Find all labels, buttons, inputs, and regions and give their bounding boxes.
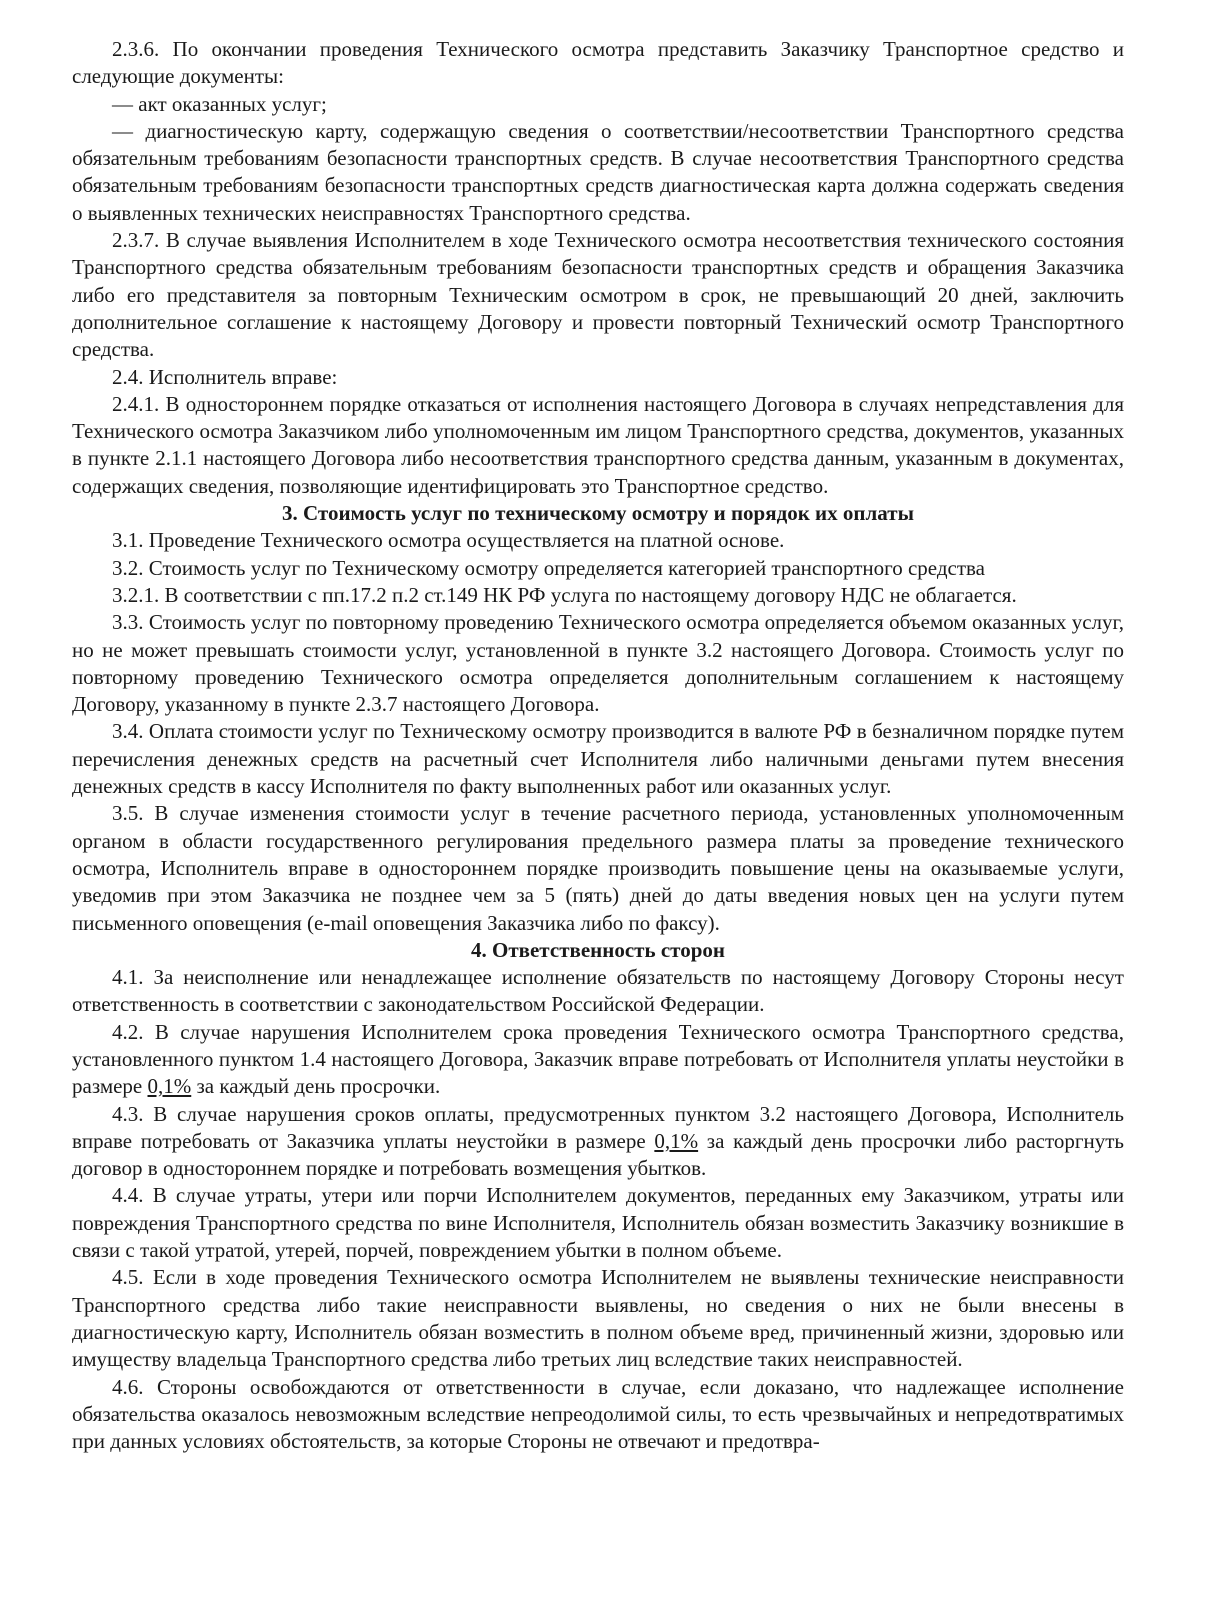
section-heading-4: 4. Ответственность сторон bbox=[470, 937, 725, 962]
paragraph-2-4-1: 2.4.1. В одностороннем порядке отказаться от исполнения настоящего Договора в случаях непредставления для Технического осмотра Заказчиком либо уполномоченным им лицом Транспортного средства, документов, указанных в пункте 2.1.1 настоящего Договора либо несоответствия транспортного средства данным, указанным в документах, содержащих сведения, позволяющие идентифицировать это Транспортное средство. bbox=[72, 391, 1124, 498]
penalty-rate-4-3: 0,1% bbox=[654, 1128, 699, 1153]
document-page bbox=[72, 36, 1124, 1455]
paragraph-4-6: 4.6. Стороны освобождаются от ответственности в случае, если доказано, что надлежащее исполнение обязательства оказалось невозможным вследствие непреодолимой силы, то есть чрезвычайных и непредотвратимых при данных условиях обстоятельств, за которые Стороны не отвечают и предотвра- bbox=[72, 1374, 1124, 1454]
paragraph-4-2 bbox=[72, 1019, 1124, 1101]
paragraph-4-2-tail: за каждый день просрочки. bbox=[196, 1074, 441, 1099]
paragraph-3-2-1: 3.2.1. В соответствии с пп.17.2 п.2 ст.149 НК РФ услуга по настоящему договору НДС не облагается. bbox=[112, 582, 1017, 607]
paragraph-4-1: 4.1. За неисполнение или ненадлежащее исполнение обязательств по настоящему Договору Стороны несут ответственность в соответствии с законодательством Российской Федерации. bbox=[72, 965, 1124, 1017]
paragraph-2-4: 2.4. Исполнитель вправе: bbox=[112, 364, 338, 389]
paragraph-act: — акт оказанных услуг; bbox=[112, 91, 327, 116]
paragraph-3-4: 3.4. Оплата стоимости услуг по Техническому осмотру производится в валюте РФ в безналичном порядке путем перечисления денежных средств на расчетный счет Исполнителя либо наличными деньгами путем внесения денежных средств в кассу Исполнителя по факту выполненных работ или оказанных услуг. bbox=[72, 719, 1124, 799]
paragraph-4-2-text: 4.2. В случае нарушения Исполнителем срока проведения Технического осмотра Транспортного средства, установленного пунктом 1.4 настоящего Договора, Заказчик вправе потребовать от Исполнителя уплаты неустойки в размере bbox=[72, 1019, 1124, 1099]
paragraph-3-1: 3.1. Проведение Технического осмотра осуществляется на платной основе. bbox=[112, 528, 785, 553]
paragraph-4-3 bbox=[72, 1101, 1124, 1183]
paragraph-diagnostic-card: — диагностическую карту, содержащую сведения о соответствии/несоответствии Транспортного средства обязательным требованиям безопасности транспортных средств. В случае несоответствия Транспортного средства обязательным требованиям безопасности транспортных средств диагностическая карта должна содержать сведения о выявленных технических неисправностях Транспортного средства. bbox=[72, 118, 1124, 225]
paragraph-4-3-text: 4.3. В случае нарушения сроков оплаты, предусмотренных пунктом 3.2 настоящего Договора, Исполнитель вправе потребовать от Заказчика уплаты неустойки в размере bbox=[72, 1101, 1124, 1153]
paragraph-4-3-tail: за каждый день просрочки либо расторгнуть договор в одностороннем порядке и потребовать возмещения убытков. bbox=[72, 1128, 1124, 1181]
paragraph-4-4: 4.4. В случае утраты, утери или порчи Исполнителем документов, переданных ему Заказчиком, утраты или повреждения Транспортного средства по вине Исполнителя, Исполнитель обязан возместить Заказчику возникшие в связи с такой утратой, утерей, порчей, повреждением убытки в полном объеме. bbox=[72, 1183, 1124, 1263]
paragraph-3-3: 3.3. Стоимость услуг по повторному проведению Технического осмотра определяется объемом оказанных услуг, но не может превышать стоимости услуг, установленной в пункте 3.2 настоящего Договора. Стоимость услуг по повторному проведению Технического осмотра определяется дополнительным соглашением к настоящему Договору, указанному в пункте 2.3.7 настоящего Договора. bbox=[72, 610, 1124, 717]
paragraph-3-5: 3.5. В случае изменения стоимости услуг в течение расчетного периода, установленных уполномоченным органом в области государственного регулирования предельного размера платы за проведение технического осмотра, Исполнитель вправе в одностороннем порядке производить повышение цены на оказываемые услуги, уведомив при этом Заказчика не позднее чем за 5 (пять) дней до даты введения новых цен на услуги путем письменного оповещения (e-mail оповещения Заказчика либо по факсу). bbox=[72, 801, 1124, 935]
paragraph-2-3-6: 2.3.6. По окончании проведения Технического осмотра представить Заказчику Транспортное средство и следующие документы: bbox=[72, 37, 1124, 89]
paragraph-2-3-7: 2.3.7. В случае выявления Исполнителем в ходе Технического осмотра несоответствия технического состояния Транспортного средства обязательным требованиям безопасности транспортных средств и обращения Заказчика либо его представителя за повторным Техническим осмотром в срок, не превышающий 20 дней, заключить дополнительное соглашение к настоящему Договору и провести повторный Технический осмотр Транспортного средства. bbox=[72, 228, 1124, 362]
paragraph-3-2: 3.2. Стоимость услуг по Техническому осмотру определяется категорией транспортного средства bbox=[112, 555, 985, 580]
penalty-rate-4-2: 0,1% bbox=[147, 1074, 192, 1099]
section-heading-3: 3. Стоимость услуг по техническому осмотру и порядок их оплаты bbox=[282, 501, 914, 526]
paragraph-4-5: 4.5. Если в ходе проведения Технического осмотра Исполнителем не выявлены технические неисправности Транспортного средства либо такие неисправности выявлены, но сведения о них не были внесены в диагностическую карту, Исполнитель обязан возместить в полном объеме вред, причиненный жизни, здоровью или имуществу владельца Транспортного средства либо третьих лиц вследствие таких неисправностей. bbox=[72, 1265, 1124, 1372]
